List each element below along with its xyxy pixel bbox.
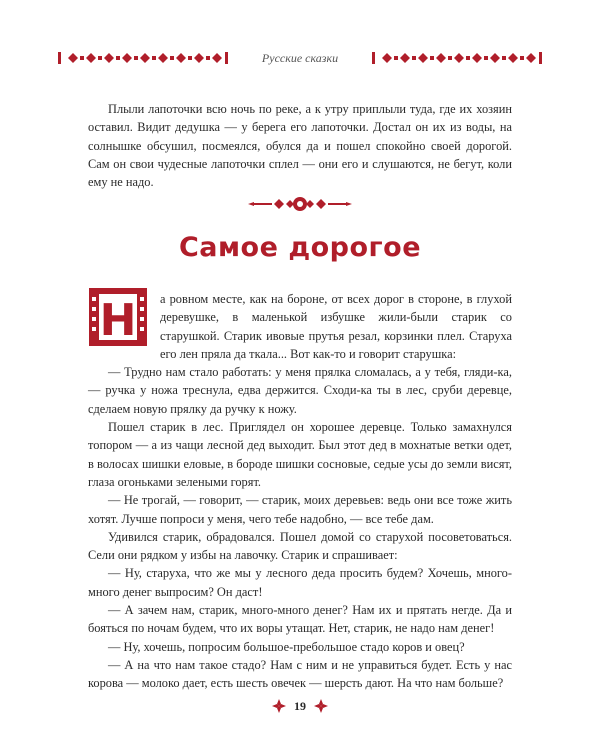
divider-ornament-icon [248,194,352,214]
page-number: 19 [294,698,306,713]
ornament-right-icon [372,51,542,65]
ornament-left-icon [58,51,228,65]
flower-ornament-icon [314,699,328,713]
story-paragraph: — Ну, старуха, что же мы у лесного деда просить будем? Хочешь, много-много денег выпросим? Он даст! [88,566,512,599]
story-paragraph: — Трудно нам стало работать: у меня прялка сломалась, а у тебя, гляди-ка, — ручка у ножа треснула, едва держится. Сходи-ка ты в лес, сруби деревце, сделаем новую прялку да ручку к ножу. [88,365,512,416]
story-first-paragraph-text: а ровном месте, как на бороне, от всех дорог в стороне, в глухой деревушке, в маленькой избушке жили-были старик со старушкой. Старик ивовые прутья резал, корзинки плел. Старуха его лен пряла да ткала... Вот как-то и говорит старушка: [160,292,512,361]
story-paragraph: Удивился старик, обрадовался. Пошел домой со старухой посоветоваться. Сели они рядком у избы на лавочку. Старик и спрашивает: [88,529,512,563]
story-paragraph: — А зачем нам, старик, много-много денег? Нам их и прятать негде. Да и бояться по ночам будем, что их воры утащат. Нет, старик, не надо нам денег! [88,603,512,636]
story-paragraph: — Ну, хочешь, попросим большое-пребольшое стадо коров и овец? [108,639,465,654]
story-paragraph: Пошел старик в лес. Приглядел он хорошее деревце. Только замахнулся топором — а из чащи лесной дед выходит. Был этот дед в мохнатые ветки одет, в волосах шишки еловые, в бороде шишки сосновые, седые усы до земли висят, глаза огоньками зелеными горят. [88,420,512,489]
page-header [58,44,542,72]
story-paragraph: — А на что нам такое стадо? Нам с ним и не управиться будет. Есть у нас корова — молоко дает, есть шесть овечек — шерсть дают. На что нам больше? [88,657,512,691]
story-paragraph: — Не трогай, — говорит, — старик, моих деревьев: ведь они все тоже жить хотят. Лучше попроси у меня, чего тебе надобно, — все тебе дам. [88,493,512,526]
page-footer [0,696,600,716]
running-title: Русские сказки [261,50,339,65]
intro-text [88,100,512,191]
dropcap-letter: Н [99,295,137,346]
story-body [88,290,512,693]
story-first-paragraph [88,290,512,363]
flower-ornament-icon [272,699,286,713]
intro-paragraph: Плыли лапоточки всю ночь по реке, а к утру приплыли туда, где их хозяин оставил. Видит дедушка — у берега его лапоточки. Достал он их из воды, на солнышке обсушил, посмеялся, обулся да и пошел спокойно своей дорогой. Сам он свои чудесные лапоточки сплел — они его и слушаются, не бегут, коли ему не надо. [88,102,512,190]
story-title: Самое дорогое [178,232,422,263]
